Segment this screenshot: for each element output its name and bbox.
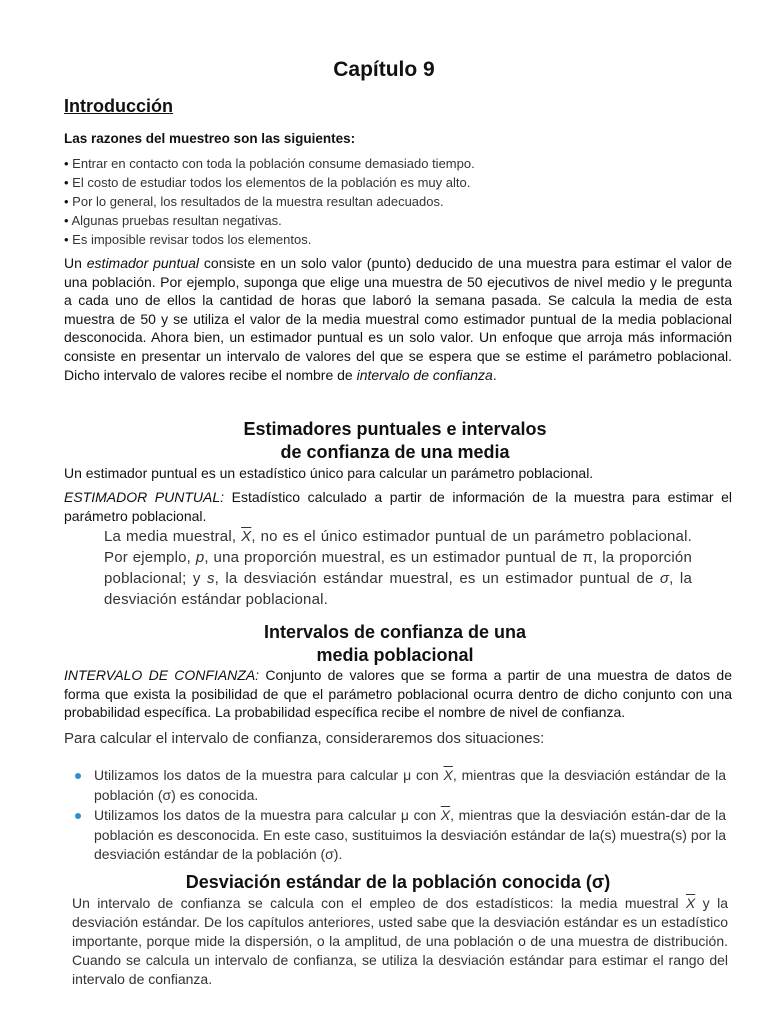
- list-item: • Algunas pruebas resultan negativas.: [64, 211, 475, 230]
- definition-term: INTERVALO DE CONFIANZA:: [64, 667, 260, 683]
- situations-lead: Para calcular el intervalo de confianza, consideraremos dos situaciones:: [64, 730, 545, 747]
- p-symbol: p: [195, 549, 205, 566]
- definition-term: ESTIMADOR PUNTUAL:: [64, 489, 225, 505]
- situations-list: [72, 766, 726, 866]
- list-item: • Entrar en contacto con toda la población consume demasiado tiempo.: [64, 154, 475, 173]
- heading-line: de confianza de una media: [280, 442, 510, 462]
- text-run: , mientras que la desviación están-dar de la población es desconocida. En este caso, sustituimos la desviación estándar de la(s) muestra(s) por la desviación estándar de la población (: [94, 807, 726, 862]
- sample-mean-note: [104, 526, 692, 610]
- intervals-heading: [0, 621, 768, 667]
- known-sd-paragraph: [72, 894, 728, 989]
- list-item: • Por lo general, los resultados de la muestra resultan adecuados.: [64, 192, 475, 211]
- sigma-symbol: σ: [659, 570, 670, 587]
- list-item: • Es imposible revisar todos los elementos.: [64, 230, 475, 249]
- reasons-lead: Las razones del muestreo son las siguientes:: [64, 131, 356, 146]
- list-item: [72, 766, 726, 805]
- mu-symbol: μ: [403, 767, 412, 783]
- text-run: .: [492, 366, 497, 383]
- intro-heading: Introducción: [64, 96, 173, 116]
- chapter-title: Capítulo 9: [333, 58, 435, 81]
- text-run: y la desviación estándar. De los capítulos anteriores, usted sabe que la desviación estándar es un estadístico importante, porque mide la dispersión, o la amplitud, de una población o de una muestra de distribución. Cuando se calcula un intervalo de confianza, se utiliza la desviación estándar para estimar el rango del intervalo de confianza.: [72, 895, 728, 987]
- text-run: ) es conocida.: [171, 786, 259, 803]
- text-run: consiste en un solo valor (punto) deducido de una muestra para estimar el valor de una población. Por ejemplo, suponga que elige una muestra de 50 ejecutivos de nivel medio y le pregunta a cada uno de ellos la cantidad de horas que laboró la semana pasada. Se calcula la media de esta muestra de 50 y se utiliza el valor de la media muestral como estimador puntual de la media poblacional desconocida. Ahora bien, un estimador puntual es un solo valor. Un enfoque que arroja más información consiste en presentar un intervalo de valores del que se espera que se estime el parámetro poblacional. Dicho intervalo de valores recibe el nombre de: [64, 255, 732, 383]
- pi-symbol: π: [582, 549, 594, 566]
- text-run: Un intervalo de confianza se calcula con el empleo de dos estadísticos: la media muestral: [72, 895, 686, 911]
- list-item: • El costo de estudiar todos los elementos de la población es muy alto.: [64, 173, 475, 192]
- estimators-intro: Un estimador puntual es un estadístico único para calcular un parámetro poblacional.: [64, 465, 594, 481]
- mu-symbol: μ: [400, 807, 409, 823]
- term-estimador-puntual: estimador puntual: [86, 255, 200, 271]
- text-run: , mientras que la desviación estándar de la población (: [94, 767, 726, 803]
- text-run: , la desviación estándar muestral, es un estimador puntual de: [214, 570, 660, 587]
- xbar-symbol: $\overline{X}$: [440, 807, 451, 823]
- reasons-list: [64, 154, 475, 249]
- text-run: ).: [333, 846, 343, 862]
- point-estimator-definition: [64, 488, 732, 525]
- text-run: , no es el único estimador puntual de un parámetro poblacional. Por ejemplo,: [104, 528, 693, 566]
- heading-line: media poblacional: [316, 645, 474, 665]
- heading-line: Intervalos de confianza de una: [263, 622, 527, 642]
- xbar-symbol: $\overline{X}$: [443, 767, 453, 783]
- confidence-interval-definition: [64, 666, 732, 722]
- text-run: Utilizamos los datos de la muestra para calcular: [94, 807, 401, 823]
- text-run: , la proporción poblacional; y: [104, 549, 692, 587]
- heading-line: Estimadores puntuales e intervalos: [243, 419, 547, 439]
- definition-text: Estadístico calculado a partir de información de la muestra para estimar el parámetro poblacional.: [64, 489, 733, 524]
- definition-text: Conjunto de valores que se forma a partir de una muestra de datos de forma que exista la posibilidad de que el parámetro poblacional ocurra dentro de dicho conjunto con una probabilidad específica. La probabilidad específica recibe el nombre de nivel de confianza.: [64, 667, 732, 721]
- xbar-symbol: $\overline{X}$: [685, 895, 696, 911]
- sigma-symbol: σ: [162, 786, 172, 803]
- s-symbol: s: [206, 570, 215, 587]
- term-intervalo-de-confianza: intervalo de confianza: [356, 366, 493, 383]
- text-run: con: [408, 807, 441, 823]
- text-run: Un: [64, 255, 87, 271]
- text-run: La media muestral,: [104, 528, 242, 545]
- xbar-symbol: $\overline{X}$: [241, 528, 252, 545]
- estimators-heading: [0, 418, 768, 464]
- list-item: [72, 806, 726, 865]
- known-sd-heading: Desviación estándar de la población conocida (σ): [185, 872, 611, 892]
- text-run: , una proporción muestral, es un estimador puntual de: [204, 549, 583, 566]
- text-run: Utilizamos los datos de la muestra para calcular: [94, 767, 404, 783]
- text-run: , la desviación estándar poblacional.: [104, 570, 692, 608]
- sigma-symbol: σ: [325, 846, 334, 862]
- intro-paragraph: [64, 254, 732, 384]
- text-run: con: [411, 767, 444, 783]
